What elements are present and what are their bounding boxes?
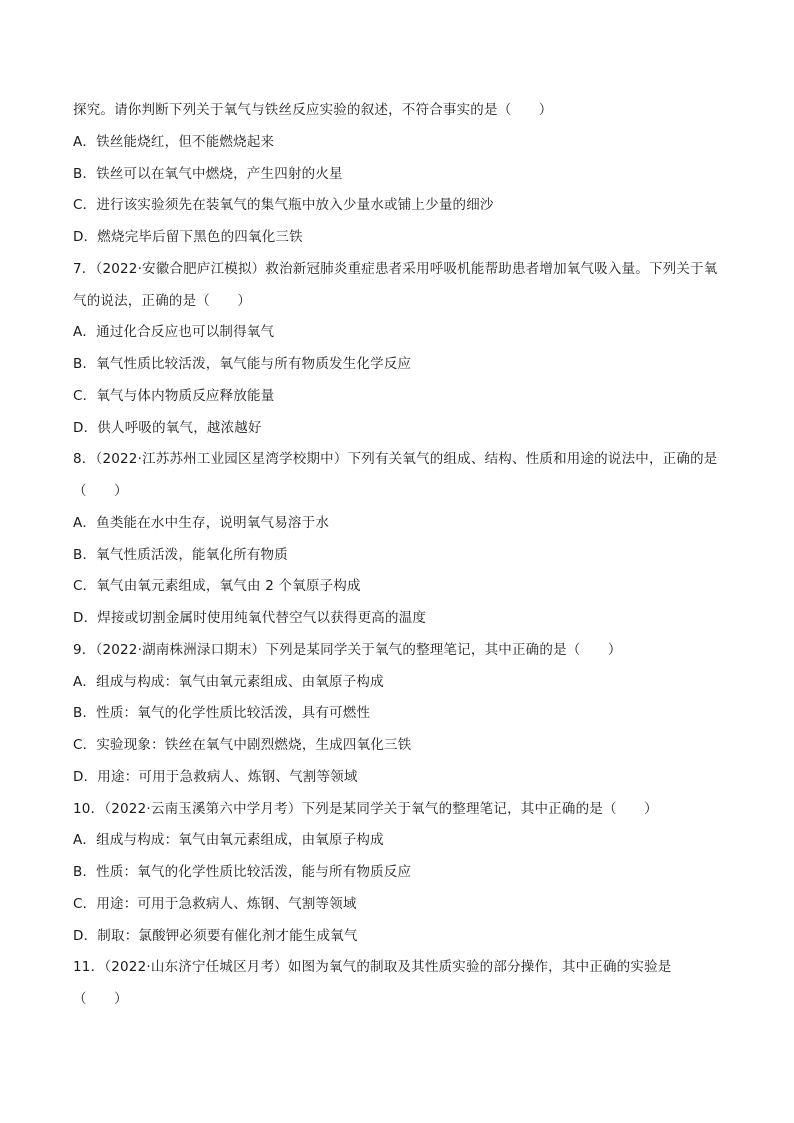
q7-stem-line-1: 7．（2022·安徽合肥庐江模拟）救治新冠肺炎重症患者采用呼吸机能帮助患者增加氧气吸入量。下列关于氧 <box>73 260 718 277</box>
q7-option-c: C．氧气与体内物质反应释放能量 <box>73 387 275 404</box>
q8-option-b: B．氧气性质活泼，能氧化所有物质 <box>73 546 288 563</box>
q9-option-c: C．实验现象：铁丝在氧气中剧烈燃烧，生成四氧化三铁 <box>73 737 412 753</box>
q6-option-b: B．铁丝可以在氧气中燃烧，产生四射的火星 <box>73 165 343 182</box>
q7-stem-line-2: 气的说法，正确的是（ ） <box>73 292 252 309</box>
q8-option-c: C．氧气由氧元素组成，氧气由 2 个氧原子构成 <box>73 578 361 595</box>
q7-option-a: A．通过化合反应也可以制得氧气 <box>73 324 275 341</box>
q8-option-d: D．焊接或切割金属时使用纯氧代替空气以获得更高的温度 <box>73 610 427 626</box>
q6-option-a: A．铁丝能烧红，但不能燃烧起来 <box>73 133 275 150</box>
q9-option-d: D．用途：可用于急救病人、炼钢、气割等领域 <box>73 768 358 785</box>
q6-option-c: C．进行该实验须先在装氧气的集气瓶中放入少量水或铺上少量的细沙 <box>73 197 494 214</box>
q10-option-b: B．性质：氧气的化学性质比较活泼，能与所有物质反应 <box>73 864 412 880</box>
q10-option-c: C．用途：可用于急救病人、炼钢、气割等领域 <box>73 895 357 912</box>
q6-stem-continued: 探究。请你判断下列关于氧气与铁丝反应实验的叙述，不符合事实的是（ ） <box>73 102 553 118</box>
q9-option-a: A．组成与构成：氧气由氧元素组成、由氧原子构成 <box>73 673 384 690</box>
q6-option-d: D．燃烧完毕后留下黑色的四氧化三铁 <box>73 229 303 245</box>
q10-option-d: D．制取：氯酸钾必须要有催化剂才能生成氧气 <box>73 927 358 944</box>
q8-option-a: A．鱼类能在水中生存，说明氧气易溶于水 <box>73 514 330 531</box>
q10-stem: 10．（2022·云南玉溪第六中学月考）下列是某同学关于氧气的整理笔记，其中正确的是（ ） <box>73 800 658 817</box>
q11-stem-line-1: 11．（2022·山东济宁任城区月考）如图为氧气的制取及其性质实验的部分操作，其中正确的实验是 <box>73 959 672 976</box>
q10-option-a: A．组成与构成：氧气由氧元素组成，由氧原子构成 <box>73 832 384 849</box>
q8-stem-line-2: （ ） <box>73 483 128 499</box>
q7-option-d: D．供人呼吸的氧气，越浓越好 <box>73 419 262 436</box>
q9-option-b: B．性质：氧气的化学性质比较活泼，具有可燃性 <box>73 705 371 722</box>
question-list <box>73 100 733 1021</box>
q9-stem: 9．（2022·湖南株洲渌口期末）下列是某同学关于氧气的整理笔记，其中正确的是（ ） <box>73 641 622 658</box>
q7-option-b: B．氧气性质比较活泼，氧气能与所有物质发生化学反应 <box>73 356 412 372</box>
q11-stem-line-2: （ ） <box>73 991 128 1007</box>
q8-stem-line-1: 8．（2022·江苏苏州工业园区星湾学校期中）下列有关氧气的组成、结构、性质和用途的说法中，正确的是 <box>73 451 718 468</box>
